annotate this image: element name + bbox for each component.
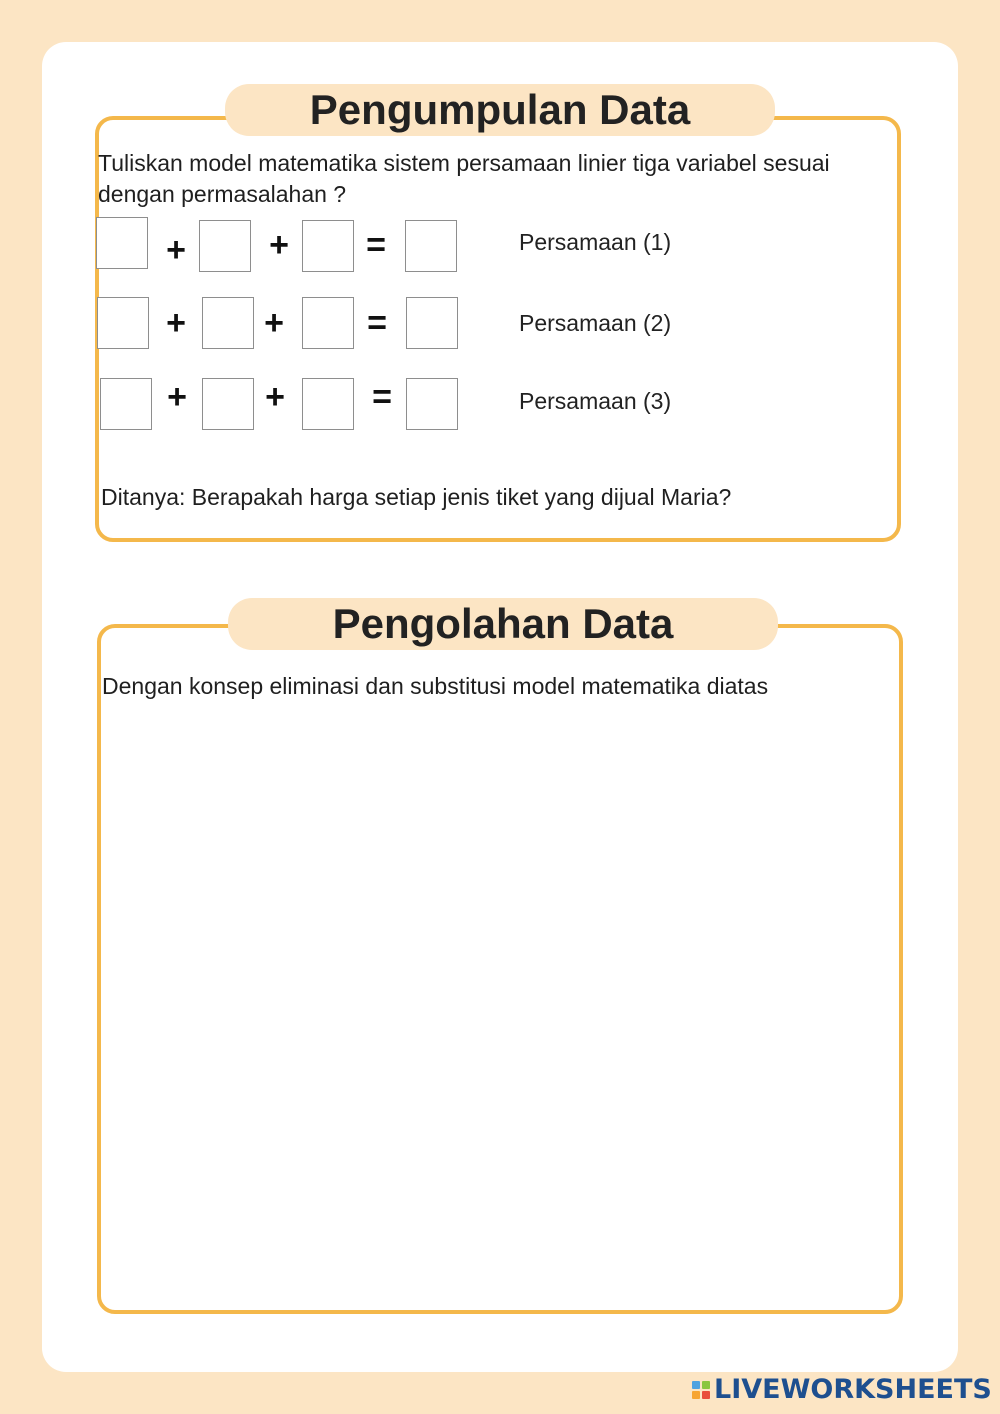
answer-box-r1-c4[interactable] bbox=[405, 220, 457, 272]
question-text: Ditanya: Berapakah harga setiap jenis tiket yang dijual Maria? bbox=[101, 484, 732, 510]
answer-box-r2-c3[interactable] bbox=[302, 297, 354, 349]
answer-box-r3-c1[interactable] bbox=[100, 378, 152, 430]
plus-sign: + bbox=[265, 378, 285, 416]
equation-label-3: Persamaan (3) bbox=[519, 388, 672, 414]
equals-sign: = bbox=[372, 378, 392, 416]
answer-box-r3-c3[interactable] bbox=[302, 378, 354, 430]
answer-box-r1-c1[interactable] bbox=[96, 217, 148, 269]
answer-box-r1-c3[interactable] bbox=[302, 220, 354, 272]
plus-sign: + bbox=[264, 304, 284, 342]
answer-box-r2-c1[interactable] bbox=[97, 297, 149, 349]
answer-box-r1-c2[interactable] bbox=[199, 220, 251, 272]
equation-label-2: Persamaan (2) bbox=[519, 310, 672, 336]
liveworksheets-logo bbox=[692, 1374, 992, 1405]
liveworksheets-brand-text: LIVEWORKSHEETS bbox=[714, 1374, 992, 1405]
equation-label-1: Persamaan (1) bbox=[519, 229, 672, 255]
answer-box-r3-c4[interactable] bbox=[406, 378, 458, 430]
data-collection-prompt: Tuliskan model matematika sistem persamaan linier tiga variabel sesuai dengan permasalahan ? bbox=[98, 150, 830, 207]
liveworksheets-logo-icon bbox=[692, 1381, 710, 1399]
plus-sign: + bbox=[166, 304, 186, 342]
data-processing-title: Pengolahan Data bbox=[228, 598, 778, 650]
plus-sign: + bbox=[167, 378, 187, 416]
equals-sign: = bbox=[367, 304, 387, 342]
data-collection-title: Pengumpulan Data bbox=[225, 84, 775, 136]
equals-sign: = bbox=[366, 226, 386, 264]
data-processing-instruction: Dengan konsep eliminasi dan substitusi model matematika diatas bbox=[102, 673, 769, 699]
answer-box-r3-c2[interactable] bbox=[202, 378, 254, 430]
answer-box-r2-c4[interactable] bbox=[406, 297, 458, 349]
plus-sign: + bbox=[166, 231, 186, 269]
plus-sign: + bbox=[269, 226, 289, 264]
data-processing-panel bbox=[97, 624, 903, 1314]
answer-box-r2-c2[interactable] bbox=[202, 297, 254, 349]
